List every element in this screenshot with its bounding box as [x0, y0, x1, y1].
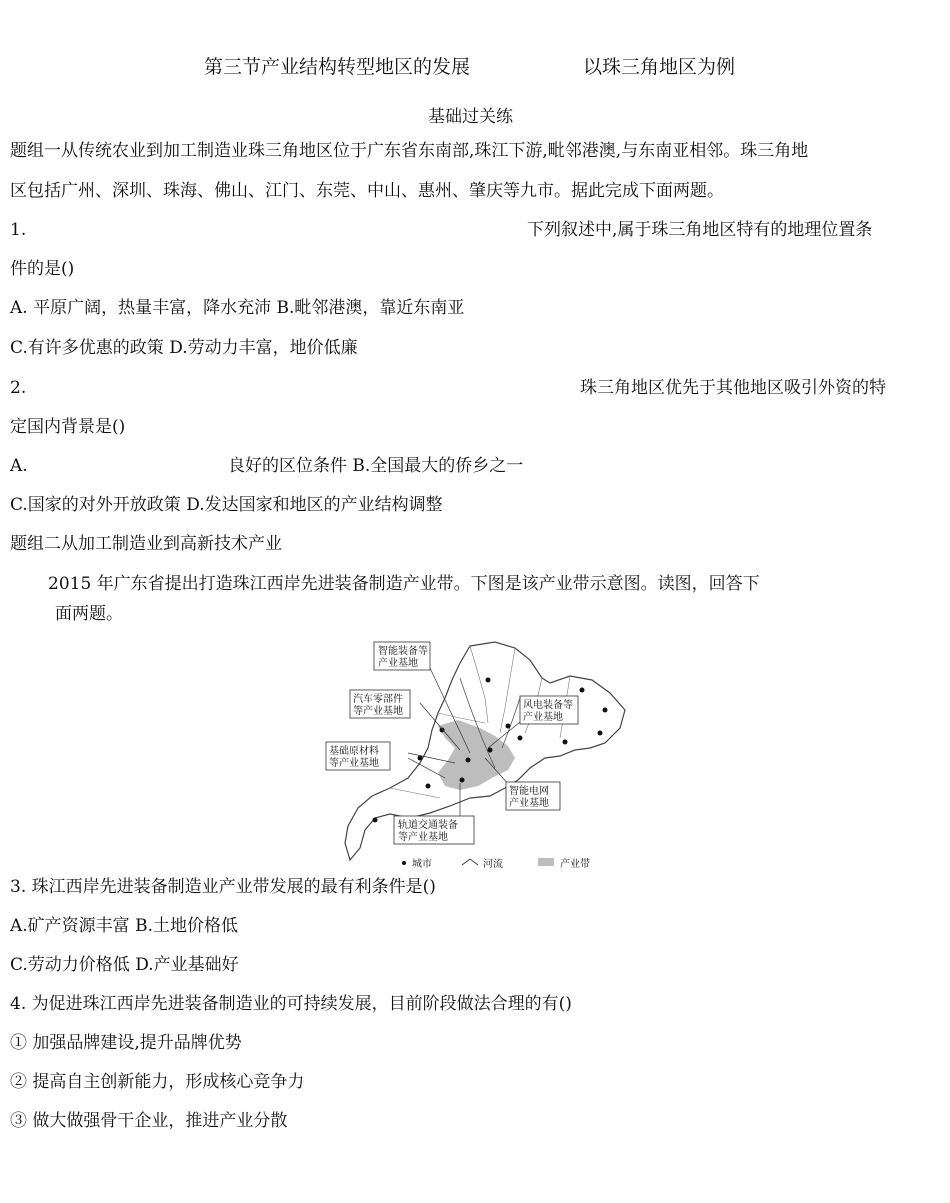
q3-options-line2: C.劳动力价格低 D.产业基础好 [10, 955, 239, 975]
q3-options-line1: A.矿产资源丰富 B.土地价格低 [10, 916, 238, 936]
page-title-part2: 以珠三角地区为例 [583, 56, 736, 78]
label-wind-power [520, 696, 578, 724]
q2-option-a-text: 良好的区位条件 B.全国最大的侨乡之一 [228, 456, 524, 476]
q4-item2: ② 提高自主创新能力，形成核心竞争力 [10, 1072, 305, 1092]
svg-text:等产业基地: 等产业基地 [398, 832, 448, 843]
group2-heading: 题组二从加工制造业到高新技术产业 [10, 534, 282, 554]
q2-number: 2. [10, 378, 27, 398]
q2-option-a-label: A. [10, 456, 28, 476]
section-subtitle: 基础过关练 [428, 107, 513, 127]
label-basic-materials [326, 742, 390, 770]
q3-stem: 3. 珠江西岸先进装备制造业产业带发展的最有利条件是() [10, 877, 436, 897]
page-title-part1: 第三节产业结构转型地区的发展 [204, 56, 471, 78]
legend-city-icon [402, 861, 406, 865]
q2-stem-part2: 定国内背景是() [10, 417, 126, 437]
svg-text:基础原材料: 基础原材料 [329, 746, 379, 757]
legend-city: 城市 [412, 859, 432, 870]
legend-river-icon [462, 859, 478, 865]
group1-intro-line2: 区包括广州、深圳、珠海、佛山、江门、东莞、中山、惠州、肇庆等九市。据此完成下面两题。 [10, 181, 724, 201]
q1-stem-part2: 件的是() [10, 259, 75, 279]
svg-text:智能电网: 智能电网 [509, 786, 549, 797]
svg-text:轨道交通装备: 轨道交通装备 [398, 820, 458, 831]
q4-item1: ① 加强品牌建设,提升品牌优势 [10, 1033, 242, 1053]
q1-options-line2: C.有许多优惠的政策 D.劳动力丰富，地价低廉 [10, 338, 358, 358]
q2-options-line2: C.国家的对外开放政策 D.发达国家和地区的产业结构调整 [10, 495, 443, 515]
legend-river: 河流 [483, 859, 503, 870]
map-legend [402, 857, 590, 870]
svg-text:等产业基地: 等产业基地 [353, 706, 403, 717]
label-auto-parts [350, 690, 410, 718]
group1-intro-line1: 题组一从传统农业到加工制造业珠三角地区位于广东省东南部,珠江下游,毗邻港澳,与东南亚相邻。珠三角地 [10, 141, 809, 161]
svg-text:产业基地: 产业基地 [378, 658, 418, 669]
svg-text:智能装备等: 智能装备等 [378, 646, 428, 657]
label-smart-equipment [374, 642, 430, 670]
q2-stem-part1: 珠三角地区优先于其他地区吸引外资的特 [580, 378, 886, 398]
svg-text:产业基地: 产业基地 [523, 712, 563, 723]
svg-text:产业基地: 产业基地 [509, 798, 549, 809]
group2-intro-line2: 面两题。 [55, 604, 123, 624]
legend-belt-icon [538, 858, 554, 866]
svg-text:汽车零部件: 汽车零部件 [353, 694, 403, 705]
svg-text:等产业基地: 等产业基地 [329, 758, 379, 769]
q1-stem-part1: 下列叙述中,属于珠三角地区特有的地理位置条 [527, 220, 873, 240]
q1-options-line1: A. 平原广阔，热量丰富，降水充沛 B.毗邻港澳，靠近东南亚 [10, 298, 465, 318]
industry-belt-map [320, 638, 630, 872]
label-smart-grid [506, 782, 560, 810]
legend-belt: 产业带 [560, 859, 590, 870]
group2-intro-line1: 2015 年广东省提出打造珠江西岸先进装备制造产业带。下图是该产业带示意图。读图，回答下 [48, 574, 760, 594]
q4-stem: 4. 为促进珠江西岸先进装备制造业的可持续发展，目前阶段做法合理的有() [10, 994, 572, 1014]
q1-number: 1. [10, 220, 27, 240]
label-rail-transit [394, 816, 474, 844]
svg-text:风电装备等: 风电装备等 [523, 700, 573, 711]
q4-item3: ③ 做大做强骨干企业，推进产业分散 [10, 1111, 288, 1131]
